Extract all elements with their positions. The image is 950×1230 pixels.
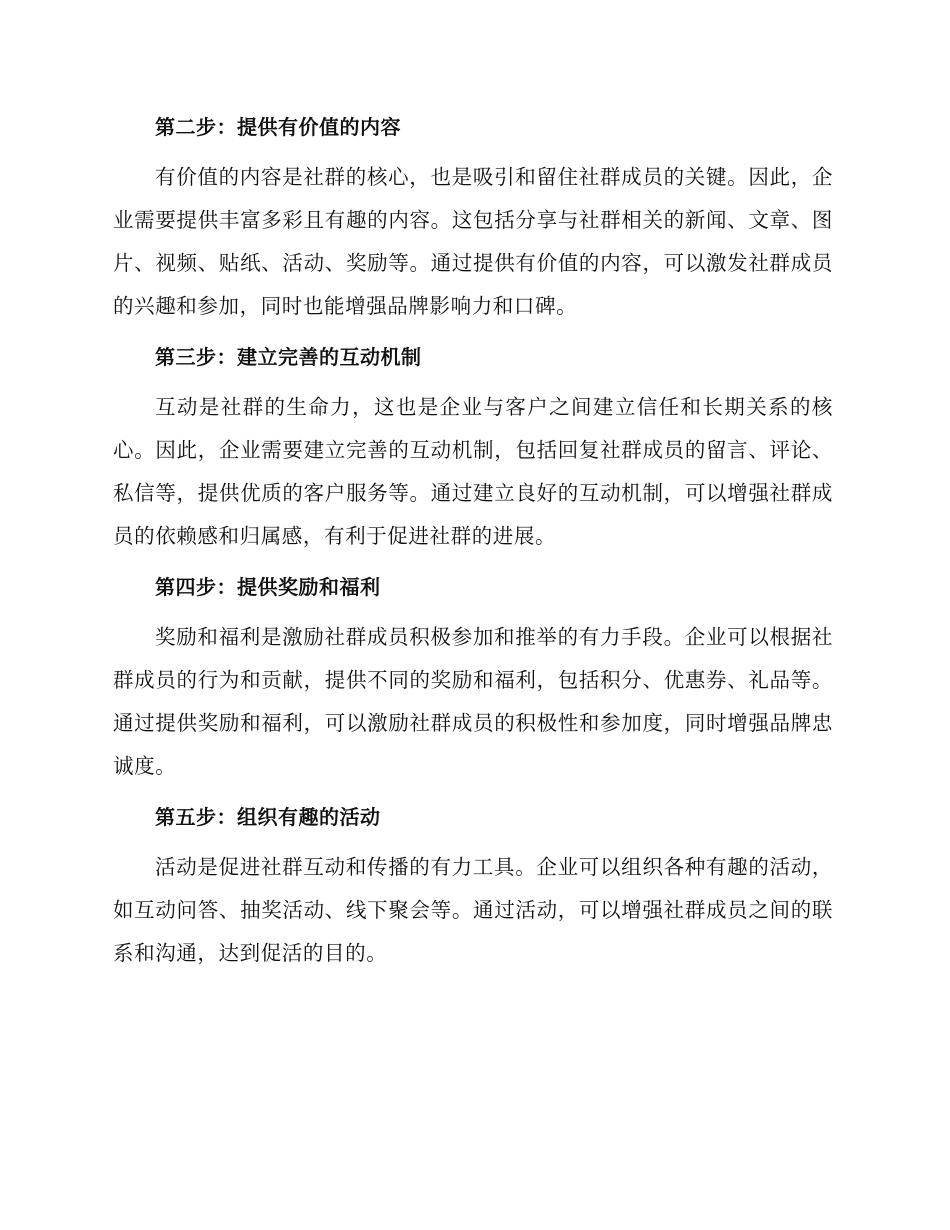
section-heading: 第三步：建立完善的互动机制 xyxy=(155,345,422,369)
section-step-3 xyxy=(113,342,833,558)
section-heading: 第五步：组织有趣的活动 xyxy=(155,805,381,829)
section-paragraph: 互动是社群的生命力，这也是企业与客户之间建立信任和长期关系的核心。因此，企业需要建立完善的互动机制，包括回复社群成员的留言、评论、私信等，提供优质的客户服务等。通过建立良好的互动机制，可以增强社群成员的依赖感和归属感，有利于促进社群的进展。 xyxy=(113,395,833,548)
section-paragraph: 有价值的内容是社群的核心，也是吸引和留住社群成员的关键。因此，企业需要提供丰富多彩且有趣的内容。这包括分享与社群相关的新闻、文章、图片、视频、贴纸、活动、奖励等。通过提供有价值的内容，可以激发社群成员的兴趣和参加，同时也能增强品牌影响力和口碑。 xyxy=(113,165,833,318)
section-heading: 第二步：提供有价值的内容 xyxy=(155,115,401,139)
section-step-2 xyxy=(113,112,833,328)
section-step-4 xyxy=(113,572,833,788)
document-page xyxy=(113,102,833,989)
section-paragraph: 奖励和福利是激励社群成员积极参加和推举的有力手段。企业可以根据社群成员的行为和贡献，提供不同的奖励和福利，包括积分、优惠券、礼品等。通过提供奖励和福利，可以激励社群成员的积极性和参加度，同时增强品牌忠诚度。 xyxy=(113,625,833,778)
section-heading: 第四步：提供奖励和福利 xyxy=(155,575,381,599)
section-paragraph: 活动是促进社群互动和传播的有力工具。企业可以组织各种有趣的活动，如互动问答、抽奖活动、线下聚会等。通过活动，可以增强社群成员之间的联系和沟通，达到促活的目的。 xyxy=(113,855,833,965)
section-step-5 xyxy=(113,802,833,975)
